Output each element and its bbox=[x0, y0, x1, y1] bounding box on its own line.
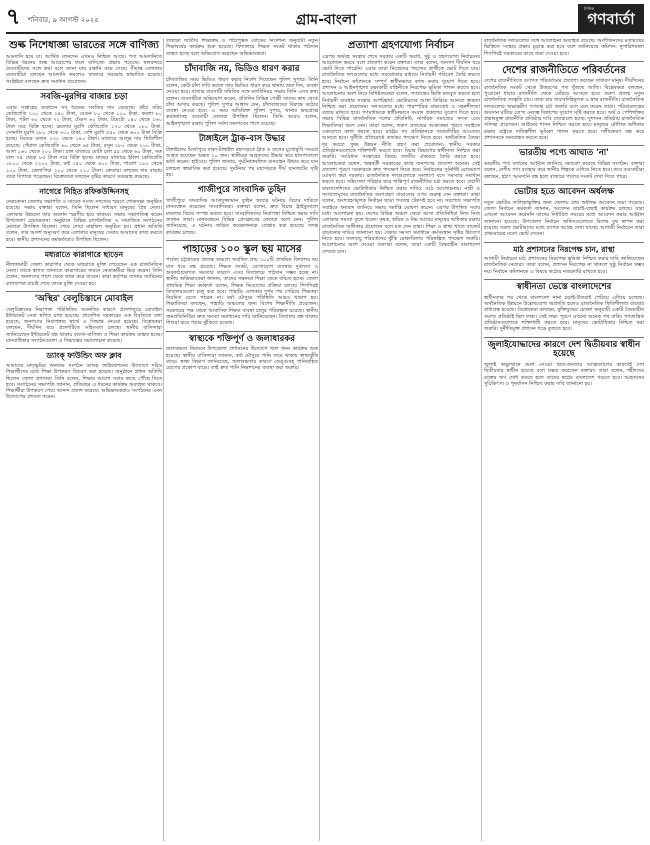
article-body: আমাদের মাতৃভূমির অন্যতম সংগঠন ড্যাংক্ ফাউন্ডেশনের উদ্যোগে দরিদ্র শিক্ষার্থীদের মধ্যে শিক্ষা উপকরণ বিতরণ করা হয়েছে। অনুষ্ঠানে প্রধান অতিথি ছিলেন জেলা প্রশাসক। তিনি বলেন, শিক্ষার আলো সবার কাছে পৌঁছে দিতে হবে। সংগঠনের সভাপতি জানান, প্রতিবছর এ ধরনের কার্যক্রম অব্যাহত থাকবে। শিক্ষার্থীরা উপকরণ পেয়ে আনন্দ প্রকাশ করেছে। অভিভাবকরাও সংগঠনের এমন উদ্যোগের প্রশংসা করেন। bbox=[6, 363, 162, 401]
article-body: আগামী নির্বাচনে মাঠ প্রশাসনের নিরপেক্ষ ভূমিকা নিশ্চিত করার দাবি জানিয়েছেন রাজনৈতিক নেতারা। তারা বলেন, প্রশাসন নিরপেক্ষ না থাকলে সুষ্ঠু নির্বাচন সম্ভব নয়। নির্বাচন কমিশনকে এ বিষয়ে কঠোর নজরদারি রাখতে হবে। bbox=[484, 256, 644, 275]
article-body: এরপর অর্থবহ সংস্কার শেষে সরকার একটি অবাধ, সুষ্ঠু ও গ্রহণযোগ্য নির্বাচনের আয়োজন করবে বলে প্রত্যাশা করেন বক্তারা। তারা বলেন, জনগণ দীর্ঘদিন ধরে ভোট দিতে পারেনি। এবার তারা নিজেদের পছন্দের প্রার্থীকে ভোট দিতে চায়। রাজনৈতিক দলগুলোর মধ্যে সমঝোতার মাধ্যমে নির্বাচনী পরিবেশ তৈরি করতে হবে। নির্বাচন কমিশনকে সম্পূর্ণ স্বাধীনভাবে কাজ করার সুযোগ দিতে হবে। প্রশাসন ও আইনশৃঙ্খলা রক্ষাকারী বাহিনীকে নিরপেক্ষ ভূমিকা পালন করতে হবে। আলোচনায় অংশ নিয়ে বিশিষ্টজনেরা বলেন, গণতন্ত্রের ভিত্তি মজবুত করতে হলে নির্বাচনী ব্যবস্থার সংস্কার অপরিহার্য। ভোটারদের আস্থা ফিরিয়ে আনতে স্বচ্ছতা নিশ্চিত করা প্রয়োজন। দলগুলোর মধ্যে পারস্পরিক শ্রদ্ধাবোধ ও সহনশীলতা বজায় রাখতে হবে। গণমাধ্যমকে স্বাধীনভাবে সংবাদ প্রকাশের সুযোগ দিতে হবে। সভায় বিভিন্ন রাজনৈতিক দলের প্রতিনিধি, নাগরিক সমাজের সদস্য এবং শিক্ষাবিদরা অংশ নেন। তারা বলেন, তরুণ প্রজন্মের আকাঙ্ক্ষা পূরণে সবাইকে একযোগে কাজ করতে হবে। রাষ্ট্রের সব প্রতিষ্ঠানকে জবাবদিহির আওতায় আনতে হবে। দুর্নীতি প্রতিরোধে কার্যকর পদক্ষেপ নিতে হবে। অর্থনৈতিক বৈষম্য দূর করতে সুষম উন্নয়ন নীতি গ্রহণ করা প্রয়োজন। স্থানীয় সরকার প্রতিষ্ঠানগুলোকে শক্তিশালী করতে হবে। বিচার বিভাগের স্বাধীনতা নিশ্চিত করা জরুরি। সংবিধান সংস্কারের বিষয়ে জাতীয় ঐকমত্য তৈরি করতে হবে। আলোচকরা বলেন, অন্তর্বর্তী সরকারের কাছে জনগণের প্রত্যাশা অনেক। সেই প্রত্যাশা পূরণে সরকারকে দ্রুত পদক্ষেপ নিতে হবে। নির্বাচনের সুনির্দিষ্ট রোডম্যাপ ঘোষণা করা দরকার। রাজনৈতিক দলগুলোকে সংলাপে বসে সমস্যার সমাধান করতে হবে। সহিংসতা পরিহার করে শান্তিপূর্ণ রাজনীতির চর্চা করতে হবে। প্রবাসী বাংলাদেশিদের ভোটাধিকার নিশ্চিত করার দাবিও ওঠে আলোচনায়। নারী ও সংখ্যালঘুদের রাজনৈতিক অংশগ্রহণ বাড়ানোর ওপর গুরুত্ব দেন বক্তারা। তারা বলেন, অংশগ্রহণমূলক নির্বাচন ছাড়া গণতন্ত্র টেকসই হবে না। সবশেষে সভাপতি সবাইকে ধন্যবাদ জানিয়ে সভার সমাপ্তি ঘোষণা করেন। এরপর উপস্থিত সবার মধ্যে আলোচনা হয়। দেশের বিভিন্ন অঞ্চল থেকে আসা প্রতিনিধিরা নিজ নিজ এলাকার সমস্যা তুলে ধরেন। কৃষক, শ্রমিক ও নিম্ন আয়ের মানুষের অধিকার রক্ষায় রাজনৈতিক অঙ্গীকার প্রয়োজন বলে মত দেন তারা। শিক্ষা ও স্বাস্থ্য খাতে বাজেট বাড়ানোর দাবিও জানানো হয়। বেকার সমস্যা সমাধানে কর্মসংস্থান সৃষ্টির উদ্যোগ নিতে হবে। জলবায়ু পরিবর্তনের ঝুঁকি মোকাবিলায় পরিকল্পিত পদক্ষেপ জরুরি। আলোচনায় অংশ নেওয়া তরুণরা বলেন, তারা একটি বৈষম্যহীন বাংলাদেশ দেখতে চান। bbox=[322, 53, 480, 255]
news-article bbox=[6, 40, 162, 85]
article-headline[interactable]: দেশের রাজনীতিতে পরিবর্তনের bbox=[502, 64, 626, 76]
logo-text: গণবার্তা bbox=[587, 10, 635, 28]
article-divider bbox=[6, 348, 162, 349]
article-divider bbox=[6, 247, 162, 248]
article-divider bbox=[484, 337, 644, 338]
article-headline[interactable]: প্রত্যাশা গ্রহণযোগ্য নির্বাচন bbox=[347, 40, 455, 51]
news-article bbox=[484, 149, 644, 180]
news-article bbox=[484, 341, 644, 388]
news-article bbox=[484, 283, 644, 333]
article-headline[interactable]: পাহাড়ের ১০০ স্কুল ছয় মাসের bbox=[182, 243, 302, 255]
page-number: ৭ bbox=[6, 5, 21, 30]
article-body: জুলাই অভ্যুত্থানে অংশ নেওয়া ছাত্র-জনতার আত্মত্যাগের কারণেই দেশ দ্বিতীয়বার স্বাধীন হয়েছে বলে মন্তব্য করেছেন বক্তারা। তারা বলেন, শহীদদের রক্তের ঋণ শোধ করতে হলে তাদের স্বপ্নের বাংলাদেশ গড়তে হবে। আহতদের সুচিকিৎসা ও পুনর্বাসন নিশ্চিত করার দাবি জানানো হয়। bbox=[484, 362, 644, 388]
column-rule bbox=[319, 38, 320, 841]
article-body: নেত্রকোনা জেলার সভাপতি ও সাবেক সংসদ সদস্যের স্মরণে শোকসভা অনুষ্ঠিত হয়েছে। সভায় বক্তারা বলেন, তিনি ছিলেন সাধারণ মানুষের প্রিয় নেতা। এলাকার উন্নয়নে তার অবদান স্মরণীয় হয়ে থাকবে। সভায় সভাপতিত্ব করেন উপজেলা চেয়ারম্যান। অনুষ্ঠানে বিভিন্ন রাজনৈতিক ও সামাজিক সংগঠনের নেতারা উপস্থিত ছিলেন। শেষে দোয়া মাহফিল অনুষ্ঠিত হয়। প্রধান অতিথি বলেন, তার আদর্শ অনুসরণ করে এলাকার মানুষের সেবায় আমাদের কাজ করতে হবে। স্থানীয় প্রশাসনের কর্মকর্তারাও উপস্থিত ছিলেন। bbox=[6, 198, 162, 243]
news-article bbox=[166, 65, 318, 127]
masthead bbox=[6, 4, 644, 34]
news-article bbox=[166, 335, 318, 372]
news-article bbox=[166, 38, 318, 57]
news-article bbox=[6, 93, 162, 180]
article-headline[interactable]: গাজীপুরে সাংবাদিক তুহিন bbox=[198, 185, 286, 196]
article-body: নতুন ভোটার তালিকাভুক্তির জন্য জেলায় প্রায় অর্ধলক্ষ আবেদন জমা পড়েছে। জেলা নির্বাচন কর্মকর্তা জানান, আবেদন যাচাই-বাছাই কার্যক্রম চলছে। যারা এখনো আবেদন করেননি তাদের নির্ধারিত সময়ের মধ্যে আবেদন করার আহ্বান জানানো হয়েছে। উপজেলা নির্বাচন অফিসগুলোতে বিশেষ বুথ স্থাপন করা হয়েছে। তরুণ ভোটারদের মধ্যে ব্যাপক আগ্রহ দেখা যাচ্ছে। আগামী নির্বাচনে তারা প্রথমবারের মতো ভোট দেবেন। bbox=[484, 199, 644, 238]
article-headline[interactable]: ভারতীয় পণ্যে আঘাত 'না' bbox=[519, 148, 609, 159]
news-article bbox=[484, 246, 644, 276]
article-headline[interactable]: মধ্যরাতে কারাগারে ছাড়েন bbox=[44, 250, 124, 260]
section-title: গ্রাম-বাংলা bbox=[295, 12, 357, 28]
column-4 bbox=[484, 38, 644, 841]
article-body: এবার সপ্তাহের ব্যবধানে সব ধরনের সবজির দাম বেড়েছে। কাঁচা মরিচ কেজিপ্রতি ২০০ থেকে ২৪০ টাকা, বেগুন ৮০ থেকে ১০০ টাকা, করলা ৮০ টাকা, পটল ৬০ থেকে ৭০ টাকা, ঢেঁড়স ৬০ টাকা, টমেটো ১৪০ থেকে ১৬০ টাকা দরে বিক্রি হচ্ছে। ব্রয়লার মুরগি কেজিপ্রতি ১৭০ থেকে ১৮০ টাকা, সোনালি মুরগি ২৮০ থেকে ৩০০ টাকা, দেশি মুরগি ৫৫০ থেকে ৬০০ টাকা বিক্রি হচ্ছে। ডিমের ডজন ১৩০ থেকে ১৪০ টাকা। বাজারে আলুর দাম স্থিতিশীল রয়েছে। পেঁয়াজ কেজিপ্রতি ৬০ থেকে ৬৫ টাকা, রসুন ১৮০ থেকে ২০০ টাকা, আদা ১৬০ থেকে ২০০ টাকা। চাল বাজারে মোটা চাল ৫৫ থেকে ৬০ টাকা, সরু চাল ৭৫ থেকে ৮৫ টাকা দরে বিক্রি হচ্ছে। মাছের বাজারে ইলিশ কেজিপ্রতি ১৮০০ থেকে ২২০০ টাকা, রুই ৩৫০ থেকে ৪০০ টাকা, পাঙাশ ১৮০ থেকে ২০০ টাকা, তেলাপিয়া ২০০ থেকে ২২০ টাকা। ক্রেতারা বলছেন দাম বাড়ায় তারা বিপাকে পড়েছেন। বিক্রেতারা বলছেন বৃষ্টির কারণে সরবরাহ কমেছে। bbox=[6, 104, 162, 181]
column-1 bbox=[6, 38, 162, 841]
column-3 bbox=[322, 38, 480, 841]
article-divider bbox=[6, 89, 162, 90]
article-headline[interactable]: ড্যাংক্ ফাউন্ডিং অফ ক্লাব bbox=[46, 351, 122, 361]
article-divider bbox=[6, 291, 162, 292]
article-body: পার্বত্য চট্টগ্রামের প্রত্যন্ত অঞ্চলে অবস্থিত প্রায় ১০০টি প্রাথমিক বিদ্যালয় ছয় মাস ধরে বন্ধ রয়েছে। শিক্ষক সংকট, যোগাযোগ ব্যবস্থার দুর্বলতা ও অবকাঠামোগত সমস্যার কারণে এসব বিদ্যালয়ে পাঠদান সম্ভব হচ্ছে না। স্থানীয় অভিভাবকরা জানান, তাদের সন্তানরা শিক্ষা থেকে বঞ্চিত হচ্ছে। জেলা প্রাথমিক শিক্ষা কর্মকর্তা বলেন, শিক্ষক নিয়োগের প্রক্রিয়া চলছে। শিগগিরই বিদ্যালয়গুলো চালু করা হবে। পাহাড়ি এলাকার দুর্গম পথ পেরিয়ে শিক্ষকরা নিয়মিত যেতে পারেন না। বর্ষা মৌসুমে পরিস্থিতি আরও খারাপ হয়। শিক্ষাবিদরা বলছেন, পাহাড়ি অঞ্চলের জন্য বিশেষ শিক্ষানীতি প্রয়োজন। সরকারের পক্ষ থেকে আবাসিক শিক্ষক ব্যবস্থা চালুর পরিকল্পনা রয়েছে। স্থানীয় জনপ্রতিনিধিরা দ্রুত সমস্যা সমাধানের দাবি জানিয়েছেন। বিদ্যালয় বন্ধ থাকায় শিশুরা ঝরে পড়ার ঝুঁকিতে রয়েছে। bbox=[166, 257, 318, 327]
article-headline[interactable]: নাগেরে নিহিত রফিকউদ্দিনসহ bbox=[39, 187, 129, 197]
article-divider bbox=[484, 242, 644, 243]
article-divider bbox=[166, 61, 318, 62]
article-divider bbox=[484, 184, 644, 185]
article-divider bbox=[6, 184, 162, 185]
article-divider bbox=[484, 145, 644, 146]
article-body: নীলফামারী জেলা কারাগার থেকে মধ্যরাতে মুক্তি পেয়েছেন এক রাজনৈতিক নেতা। তাকে স্বাগত জানাতে কারাগারের সামনে নেতাকর্মীরা ভিড় করেন। তিনি বলেন, জনগণের পাশে থেকে কাজ করে যাবেন। কারা কর্তৃপক্ষ জানায় জামিনের কাগজপত্র যাচাই শেষে তাকে মুক্তি দেওয়া হয়। bbox=[6, 261, 162, 287]
news-article bbox=[6, 251, 162, 287]
article-headline[interactable]: ভোটার হতে আবেদন অর্ধলক্ষ bbox=[513, 187, 615, 198]
article-body: বেলুচিস্তানের নিরাপত্তা পরিস্থিতির অবনতির কারণে প্রদেশজুড়ে মোবাইল ইন্টারনেট সেবা স্থগিত রাখা হয়েছে। প্রাদেশিক সরকারের এক বিবৃতিতে বলা হয়েছে, জনগণের নিরাপত্তার স্বার্থে এ সিদ্ধান্ত নেওয়া হয়েছে। বিশ্লেষকরা বলছেন, দীর্ঘদিন ধরে প্রদেশটিতে সহিংসতা চলছে। স্থানীয় বাসিন্দারা জানিয়েছেন ইন্টারনেট বন্ধ থাকায় ব্যবসা-বাণিজ্য ও শিক্ষা কার্যক্রম ব্যাহত হচ্ছে। মানবাধিকার সংগঠনগুলো এ সিদ্ধান্তের সমালোচনা করেছে। bbox=[6, 306, 162, 345]
date-line: শনিবার, ৯ আগস্ট ২০২৫ bbox=[28, 16, 99, 24]
article-headline[interactable]: শুল্ক নিশেধাজ্ঞা ভারতের সঙ্গে বাণিজ্য bbox=[9, 40, 159, 51]
logo-tagline: দৈনিক bbox=[583, 6, 594, 11]
article-body: আমদানি হয়ে যা। আর্থিক লেনদেন এখনও নিশ্চিত আছে। পণ্য আমদানিতে বিভিন্ন ধরনের শুল্ক আরোপের ফলে বাণিজ্যে প্রভাব পড়েছে। স্থলবন্দরে ব্যবসায়ীদের সঙ্গে কথা বলে জানা যায় রপ্তানি কমে গেছে। সীমান্ত এলাকার ব্যবসায়ীরা বলছেন আমদানি কমলেও বাজারে সরবরাহ স্বাভাবিক রয়েছে। সংশ্লিষ্টরা বলছেন দ্রুত সমাধান প্রয়োজন। bbox=[6, 53, 162, 85]
article-body: তাছাড়া জাতীয় শিক্ষাক্রম ও পাঠ্যপুস্তক বোর্ডের নির্দেশনা অনুযায়ী নতুন শিক্ষাবর্ষের কার্যক্রম শুরু হয়েছে। বিদ্যালয়ে শিক্ষক সংকট থাকায় পাঠদান ব্যাহত হচ্ছে বলে অভিযোগ করেছেন অভিভাবকরা। bbox=[166, 38, 318, 57]
article-headline[interactable]: মাঠ প্রশাসনের নিরপেক্ষ চান, রাস্থা bbox=[513, 244, 615, 254]
column-rule bbox=[163, 38, 164, 841]
news-article bbox=[484, 188, 644, 238]
article-body: ভারতীয় পণ্য বর্জনের আহ্বান জানিয়ে সমাবেশ করেছে বিভিন্ন সংগঠন। বক্তারা বলেন, দেশীয় পণ্য ব্যবহার করে স্থানীয় শিল্পকে এগিয়ে নিতে হবে। তবে ব্যবসায়ীরা বলছেন, হঠাৎ আমদানি বন্ধ হলে বাজারে পণ্যের সংকট দেখা দিতে পারে। bbox=[484, 161, 644, 180]
news-article bbox=[484, 65, 644, 141]
article-headline[interactable]: স্বাধীনতা ভেস্তে বাংলাদেশের bbox=[516, 282, 612, 293]
article-divider bbox=[484, 279, 644, 280]
news-article bbox=[6, 188, 162, 243]
article-divider bbox=[166, 182, 318, 183]
article-body: টাঙ্গাইলের মির্জাপুরে ঢাকা-টাঙ্গাইল মহাসড়কে ট্রাক ও বাসের মুখোমুখি সংঘর্ষে আহত হয়েছেন অন্তত ১০ জন। স্থানীয়রা আহতদের উদ্ধার করে হাসপাতালে ভর্তি করেন। হাইওয়ে পুলিশ জানায়, দুর্ঘটনাকবলিত যানবাহন উদ্ধার করে যান চলাচল স্বাভাবিক করা হয়েছে। দুর্ঘটনার পর মহাসড়কে দীর্ঘ যানজটের সৃষ্টি হয়। bbox=[166, 146, 318, 178]
article-headline[interactable]: স্বাস্থ্যকে শক্তিপূর্ণ ও জলাধারকর bbox=[189, 333, 295, 344]
article-headline[interactable]: চাঁদাবাজি নয়, ভিডিও ধারণ করার bbox=[184, 63, 300, 74]
article-headline[interactable]: 'অস্থির' বেলুচিস্তানে মোবাইল bbox=[34, 293, 134, 304]
news-article bbox=[166, 186, 318, 236]
article-body: দেশের রাজনীতিতে গুণগত পরিবর্তনের প্রত্যাশা করছেন সাধারণ মানুষ। দীর্ঘদিনের রাজনৈতিক সংকট থেকে উত্তরণের পথ খুঁজছে জাতি। বিশ্লেষকরা বলছেন, পুরোনো ধারার রাজনীতি থেকে বেরিয়ে আসতে হবে। তরুণ প্রজন্ম নতুন রাজনৈতিক সংস্কৃতি চায়। তারা চায় জবাবদিহিমূলক ও স্বচ্ছ রাজনীতি। রাজনৈতিক দলগুলোর অভ্যন্তরীণ গণতন্ত্র চর্চা জরুরি বলে মনে করেন তারা। পরিবারতন্ত্রের অবসান ঘটিয়ে যোগ্য নেতৃত্ব বিকাশের সুযোগ সৃষ্টি করতে হবে। অর্থ ও পেশিশক্তির প্রভাবমুক্ত রাজনীতি প্রতিষ্ঠার দাবি জোরালো হচ্ছে। সুশাসন প্রতিষ্ঠায় রাজনৈতিক সদিচ্ছা প্রয়োজন। আইনের শাসন নিশ্চিত করতে হবে। মানুষের মৌলিক অধিকার রক্ষায় রাষ্ট্রকে দায়িত্বশীল ভূমিকা পালন করতে হবে। দলীয়করণ বন্ধ করে প্রশাসনকে জনবান্ধব করতে হবে। bbox=[484, 78, 644, 142]
article-body: চাঁদাবাজির সময় ভিডিও ধারণ করার নির্দেশ দিয়েছেন পুলিশ সুপার। তিনি বলেন, কেউ চাঁদা দাবি করলে তার ভিডিও ধারণ করে থানায় জমা দিন, ব্যবস্থা নেওয়া হবে। বাজার ব্যবসায়ী সমিতির সঙ্গে মতবিনিময় সভায় তিনি এসব কথা বলেন। ব্যবসায়ীরা অভিযোগ করেন, প্রতিদিন বিভিন্ন গোষ্ঠী তাদের কাছ থেকে চাঁদা আদায় করছে। পুলিশ সুপার আশ্বাস দেন, চাঁদাবাজদের বিরুদ্ধে কঠোর ব্যবস্থা নেওয়া হবে। এ সময় অতিরিক্ত পুলিশ সুপার, থানার ভারপ্রাপ্ত কর্মকর্তাসহ ব্যবসায়ী নেতারা উপস্থিত ছিলেন। তিনি আরও বলেন, আইনশৃঙ্খলা রক্ষায় পুলিশ সর্বদা জনগণের পাশে রয়েছে। bbox=[166, 76, 318, 127]
article-divider bbox=[166, 131, 318, 132]
article-headline[interactable]: টাঙ্গাইলে ট্রাক-বাস উদ্ধার bbox=[198, 134, 286, 145]
article-divider bbox=[166, 240, 318, 241]
article-body: জলাবদ্ধতা নিরসনে উপজেলা প্রশাসনের উদ্যোগে খাল খনন কার্যক্রম শুরু হয়েছে। স্থানীয় বাসিন্দারা জানান, বর্ষা মৌসুমে পানি জমে থাকায় স্বাস্থ্যঝুঁকি বাড়ে। স্বাস্থ্য বিভাগ জানিয়েছে, জলাবদ্ধতার কারণে ডেঙ্গুসহ পানিবাহিত রোগের প্রকোপ বাড়ে। তাই দ্রুত পানি নিষ্কাশনের ব্যবস্থা করা জরুরি। bbox=[166, 346, 318, 372]
news-article bbox=[6, 352, 162, 400]
column-rule bbox=[481, 38, 482, 841]
news-article bbox=[484, 38, 644, 57]
article-divider bbox=[166, 331, 318, 332]
article-headline[interactable]: সবজি-মুরগির বাজার চড়া bbox=[40, 91, 128, 102]
news-article bbox=[166, 244, 318, 327]
article-body: স্বাধীনতার পর থেকে বাংলাদেশ নানা চড়াই-উতরাই পেরিয়ে এগিয়ে চলেছে। অর্থনৈতিক উন্নয়নে উল্লেখযোগ্য অগ্রগতি হলেও রাজনৈতিক স্থিতিশীলতা বারবার বাধাগ্রস্ত হয়েছে। বিশ্লেষকরা বলছেন, মুক্তিযুদ্ধের চেতনা অনুযায়ী একটি বৈষম্যহীন সমাজ প্রতিষ্ঠাই ছিল লক্ষ্য। সেই লক্ষ্য পূরণে এখনো অনেক পথ বাকি। গণতান্ত্রিক প্রতিষ্ঠানগুলোকে শক্তিশালী করতে হবে। মানুষের ভোটাধিকার নিশ্চিত করা জরুরি। দুর্নীতিমুক্ত প্রশাসন গড়ে তুলতে হবে। bbox=[484, 294, 644, 333]
article-body: গাজীপুরে সাংবাদিক আসাদুজ্জামান তুহিন হত্যার ঘটনায় বিচার দাবিতে মানববন্ধন করেছেন সাংবাদিকরা। বক্তারা বলেন, দ্রুত বিচার ট্রাইব্যুনালে মামলার বিচার সম্পন্ন করতে হবে। সাংবাদিকদের নিরাপত্তা নিশ্চিত করার দাবি জানান তারা। মানববন্ধনে বিভিন্ন প্রেসক্লাবের নেতারা অংশ নেন। পুলিশ জানিয়েছে, এ ঘটনায় জড়িত কয়েকজনকে গ্রেপ্তার করা হয়েছে। তদন্ত কার্যক্রম চলছে। bbox=[166, 198, 318, 236]
column-2 bbox=[166, 38, 318, 841]
article-body: রাজনৈতিক দলগুলোর সঙ্গে আলোচনা অব্যাহত রয়েছে। অংশীজনদের মতামতের ভিত্তিতে সংস্কার প্রস্তাব চূড়ান্ত করা হবে বলে জানিয়েছে কমিশন। সুপারিশমালা শিগগিরই সরকারের কাছে জমা দেওয়া হবে। bbox=[484, 38, 644, 57]
news-article bbox=[6, 295, 162, 345]
news-article bbox=[166, 135, 318, 178]
article-headline[interactable]: জুলাইযোদ্ধাদের কারণে দেশ দ্বিতীয়বার স্বাধীন হয়েছে bbox=[487, 339, 641, 360]
news-article bbox=[322, 40, 480, 255]
article-divider bbox=[484, 61, 644, 62]
